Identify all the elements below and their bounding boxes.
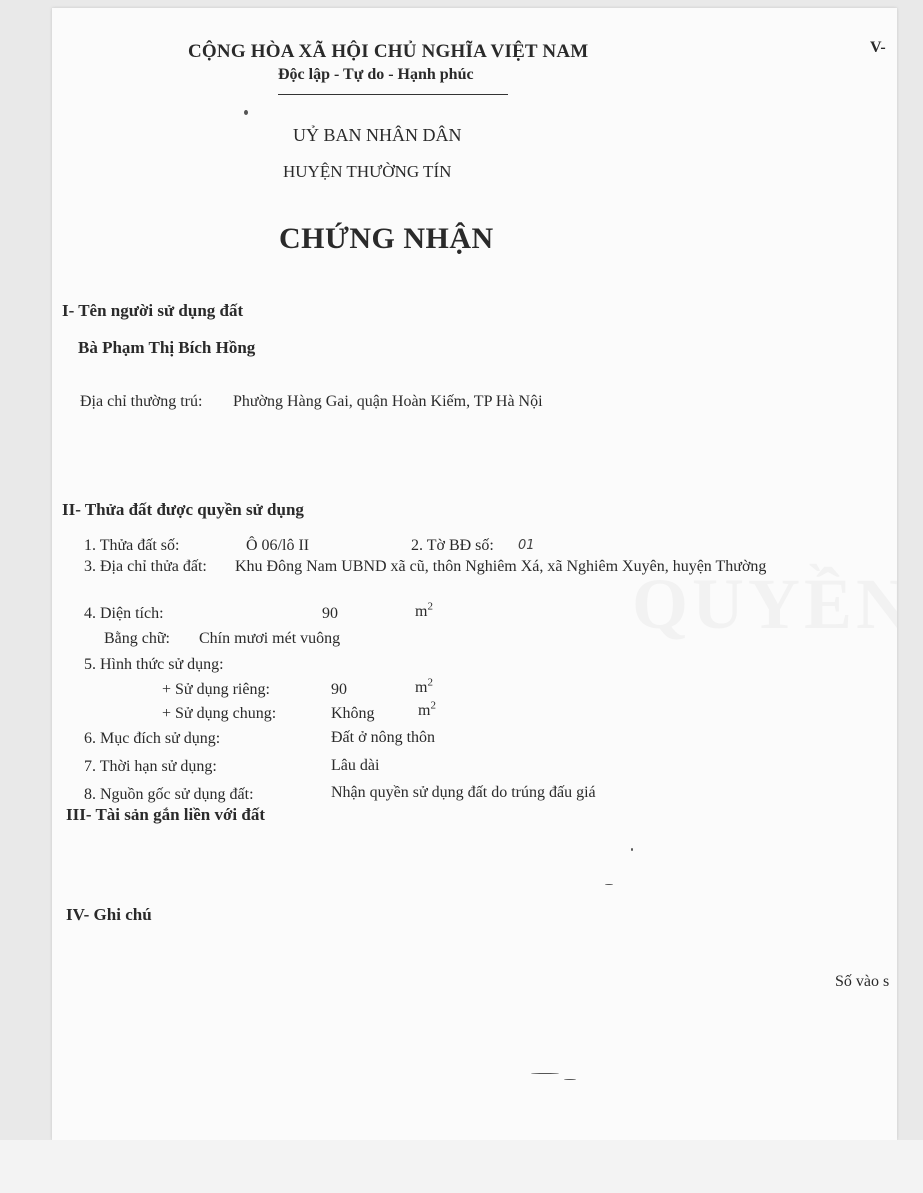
area-value: 90: [322, 605, 338, 622]
area-unit: [415, 600, 433, 620]
ink-speck: [605, 884, 613, 885]
purpose-value: Đất ở nông thôn: [331, 729, 436, 746]
origin-label: 8. Nguồn gốc sử dụng đất:: [84, 786, 254, 803]
country-heading: CỘNG HÒA XÃ HỘI CHỦ NGHĨA VIỆT NAM: [188, 41, 589, 62]
ink-speck: [244, 110, 248, 115]
usage-form-label: 5. Hình thức sử dụng:: [84, 656, 224, 673]
section-2-heading: II- Thửa đất được quyền sử dụng: [62, 500, 304, 519]
owner-name: Bà Phạm Thị Bích Hồng: [78, 338, 256, 357]
term-label: 7. Thời hạn sử dụng:: [84, 758, 217, 775]
area-unit-exponent: 2: [427, 600, 433, 613]
scan-bottom-margin: [0, 1140, 923, 1193]
common-use-unit: [418, 699, 436, 719]
section-1-heading: I- Tên người sử dụng đất: [62, 301, 244, 320]
common-use-unit-base: m: [418, 702, 431, 719]
parcel-address-label: 3. Địa chỉ thửa đất:: [84, 558, 207, 575]
area-label: 4. Diện tích:: [84, 605, 164, 622]
ink-speck: [564, 1079, 576, 1080]
term-value: Lâu dài: [331, 757, 380, 774]
parcel-label: 1. Thửa đất số:: [84, 537, 180, 554]
ink-speck: [531, 1073, 559, 1074]
map-sheet-label: 2. Tờ BĐ số:: [411, 537, 494, 554]
common-use-unit-exponent: 2: [430, 699, 436, 712]
corner-code: V-: [870, 39, 886, 56]
private-use-value: 90: [331, 681, 347, 698]
area-words-value: Chín mươi mét vuông: [199, 630, 341, 647]
private-use-unit: [415, 676, 433, 696]
national-motto: Độc lập - Tự do - Hạnh phúc: [278, 66, 474, 83]
motto-underline: [278, 94, 508, 95]
area-unit-base: m: [415, 603, 428, 620]
background-watermark: [632, 568, 897, 640]
private-use-label: + Sử dụng riêng:: [162, 681, 270, 698]
map-sheet-value: 01: [518, 538, 535, 553]
section-3-heading: III- Tài sản gắn liền với đất: [66, 805, 265, 824]
address-label: Địa chỉ thường trú:: [80, 393, 203, 410]
authority-line-2: HUYỆN THƯỜNG TÍN: [283, 162, 452, 181]
purpose-label: 6. Mục đích sử dụng:: [84, 730, 221, 747]
register-number-text: Số vào s: [835, 974, 890, 990]
authority-line-1: UỶ BAN NHÂN DÂN: [293, 125, 462, 145]
origin-value: Nhận quyền sử dụng đất do trúng đấu giá: [331, 784, 596, 801]
parcel-address-value: Khu Đông Nam UBND xã cũ, thôn Nghiêm Xá, xã Nghiêm Xuyên, huyện Thường: [235, 559, 767, 575]
common-use-value: Không: [331, 705, 375, 722]
parcel-value: Ô 06/lô II: [246, 537, 310, 554]
common-use-label: + Sử dụng chung:: [162, 705, 277, 722]
private-use-unit-base: m: [415, 679, 428, 696]
private-use-unit-exponent: 2: [427, 676, 433, 689]
document-title: CHỨNG NHẬN: [279, 222, 494, 255]
ink-speck: [631, 848, 633, 851]
area-words-label: Bằng chữ:: [104, 630, 170, 647]
address-value: Phường Hàng Gai, quận Hoàn Kiếm, TP Hà Nội: [233, 393, 543, 410]
section-4-heading: IV- Ghi chú: [66, 905, 152, 924]
